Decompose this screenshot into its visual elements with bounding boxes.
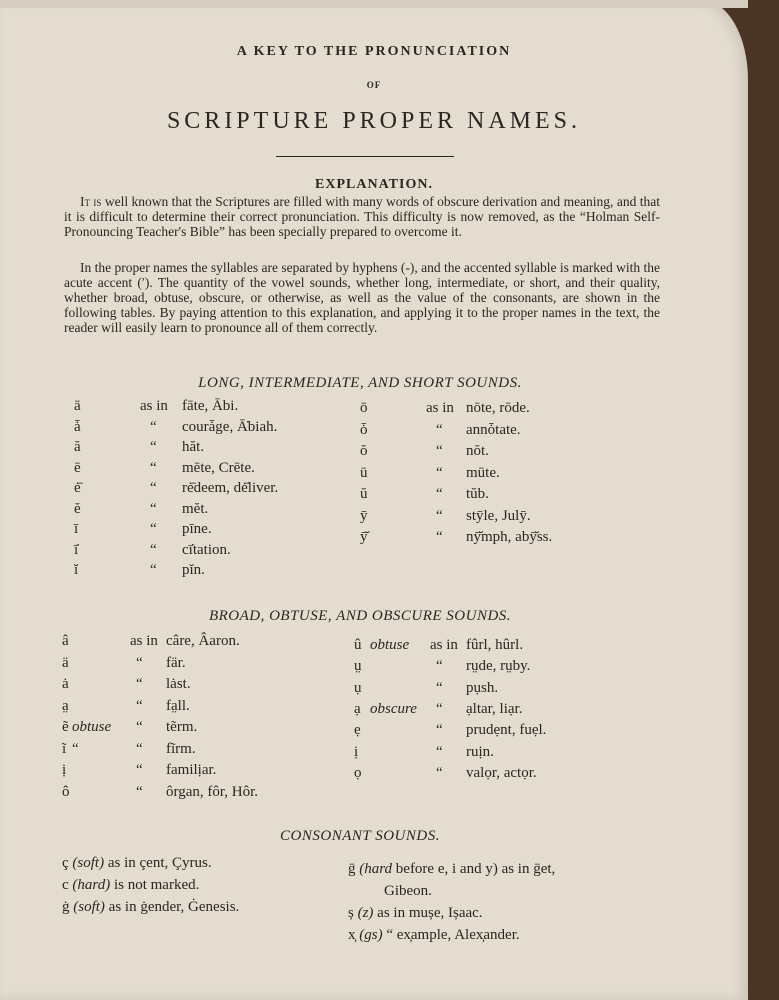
sound-symbol: ẹ (354, 722, 361, 739)
sound-lead: “ (436, 529, 443, 545)
sound-example: valọr, actọr. (466, 764, 537, 781)
sound-lead: “ (136, 697, 143, 714)
sound-symbol: ė̄ (74, 480, 81, 496)
consonant-note: (hard (359, 861, 396, 877)
sound-example: fär. (166, 654, 186, 671)
sound-lead: “ (136, 740, 143, 757)
sound-symbol: ị (354, 743, 359, 760)
sound-lead: “ (150, 562, 157, 578)
paragraph-1-text: well known that the Scriptures are filled with many words of obscure derivation and meaning, and that it is difficult to determine their correct pronunciation. This difficulty is now removed, as the “Holman Self-Pronouncing Teacher's Bible” has been specially prepared to overcome it. (64, 194, 660, 239)
sound-symbol: ȧ (62, 676, 69, 692)
sound-symbol: ǡ (74, 418, 81, 435)
sound-example: annȱtate. (466, 421, 521, 438)
sound-lead: as in (430, 637, 458, 653)
explanation-paragraph-1 (64, 194, 660, 239)
sound-lead: “ (150, 480, 157, 496)
sound-example: pụsh. (466, 679, 499, 696)
sound-example: cī̇tation. (182, 541, 231, 558)
consonant-symbol: x̦ (348, 927, 360, 943)
sound-symbol: a̤ (62, 697, 69, 714)
sound-symbol: ȳ (360, 507, 368, 524)
sound-example: fa̤ll. (166, 697, 190, 714)
consonant-row (348, 904, 483, 922)
consonant-note: (gs) (359, 927, 387, 943)
consonant-row (62, 876, 199, 894)
sound-example: nōte, rōde. (466, 400, 530, 416)
sound-symbol: ẽ (62, 719, 69, 735)
consonant-symbol: ġ (62, 899, 74, 915)
sound-lead: “ (150, 439, 157, 455)
sound-lead: “ (436, 722, 443, 739)
consonant-text: as in ġender, Ġenesis. (108, 899, 240, 915)
sound-note: obtuse (72, 719, 112, 735)
sound-symbol: ȳ̆ (360, 529, 368, 545)
consonant-note: (soft) (73, 899, 109, 915)
consonant-note: (soft) (72, 855, 108, 871)
sound-symbol: ā (74, 398, 81, 414)
consonant-row (348, 926, 520, 944)
sound-symbol: ä (62, 654, 69, 671)
page-top-shade (0, 0, 748, 8)
sound-symbol: ō (360, 400, 368, 416)
sound-symbol: ị (62, 762, 67, 778)
sound-example: prudẹnt, fuẹl. (466, 722, 547, 739)
sound-lead: “ (436, 464, 443, 481)
consonant-text: “ ex̦ample, Alex̦ander. (386, 927, 520, 943)
sound-symbol: ī (74, 521, 79, 537)
consonant-symbol: c (62, 877, 73, 893)
explanation-heading: EXPLANATION. (315, 177, 433, 192)
sound-example: câre, Âaron. (166, 633, 240, 649)
sound-example: fāte, Ābi. (182, 398, 239, 414)
sound-symbol: ụ (354, 679, 362, 696)
sound-example: lȧst. (166, 676, 191, 692)
sound-lead: “ (436, 700, 443, 717)
sound-lead: as in (130, 633, 158, 649)
sound-lead: “ (436, 764, 443, 781)
sound-symbol: ȱ (360, 421, 368, 438)
sound-lead: as in (426, 400, 454, 416)
sound-lead: as in (140, 398, 168, 414)
consonant-note: (z) (357, 905, 378, 921)
sound-symbol: û (354, 637, 362, 653)
sound-symbol: ŭ (360, 486, 368, 502)
paragraph-lead: It is (80, 194, 102, 209)
page-title: SCRIPTURE PROPER NAMES. (166, 108, 582, 134)
sound-lead: “ (436, 421, 443, 438)
sound-example: ruịn. (466, 743, 494, 760)
sound-symbol: ŏ (360, 443, 368, 459)
consonant-sounds-heading: CONSONANT SOUNDS. (280, 828, 440, 844)
sound-lead: “ (150, 500, 157, 517)
sound-lead: “ (136, 654, 143, 671)
sound-lead: “ (436, 507, 443, 524)
sound-lead: “ (136, 783, 143, 800)
sound-example: nȳ̆mph, abȳ̆ss. (466, 529, 553, 545)
sound-example: tŭb. (466, 486, 489, 502)
consonant-symbol: ș (348, 905, 358, 921)
sound-symbol: ĩ (62, 740, 67, 757)
sound-symbol: ē (74, 459, 81, 476)
sound-note: “ (72, 740, 79, 757)
sound-example: rṳde, rṳby. (466, 658, 531, 675)
sound-example: stȳle, Julȳ. (466, 507, 531, 524)
sound-example: mĕt. (182, 500, 209, 517)
sound-example: mūte. (466, 464, 500, 481)
consonant-row (384, 882, 432, 900)
consonant-note: (hard) (72, 877, 114, 893)
sound-lead: “ (436, 743, 443, 760)
sound-example: courǡge, Ā̇biah. (182, 418, 278, 435)
sound-note: obtuse (370, 637, 410, 653)
heading-line1: A KEY TO THE PRONUNCIATION (236, 44, 512, 59)
broad-sounds-heading: BROAD, OBTUSE, AND OBSCURE SOUNDS. (208, 608, 512, 624)
sound-example: ạltar, liạr. (466, 700, 523, 717)
sound-symbol: ô (62, 783, 70, 800)
sound-example: tẽrm. (166, 719, 198, 735)
consonant-text: is not marked. (113, 877, 200, 893)
sound-symbol: ă (74, 439, 81, 455)
heading-line2: OF (366, 80, 382, 90)
sound-symbol: ạ (354, 700, 361, 717)
sound-symbol: ī̇ (74, 541, 79, 558)
consonant-row (62, 854, 212, 872)
consonant-row (348, 860, 555, 878)
sound-example: hăt. (182, 439, 205, 455)
sound-lead: “ (150, 418, 157, 435)
sound-lead: “ (136, 676, 143, 692)
consonant-text: before e, i and y) as in ḡet, (395, 861, 556, 877)
consonant-symbol: ç (62, 855, 73, 871)
consonant-text: as in mușe, Ișaac. (377, 905, 483, 921)
sound-symbol: ọ (354, 764, 362, 781)
sound-example: pĭn. (182, 562, 205, 578)
sound-symbol: ĭ (74, 562, 79, 578)
sound-symbol: ṳ (354, 658, 362, 675)
sound-note: obscure (370, 700, 417, 717)
consonant-row (62, 898, 239, 916)
sound-lead: “ (436, 658, 443, 675)
sound-lead: “ (150, 541, 157, 558)
sound-example: fĩrm. (166, 740, 196, 757)
consonant-text: as in çent, Çyrus. (107, 855, 212, 871)
sound-lead: “ (436, 486, 443, 502)
sound-symbol: ĕ (74, 500, 81, 517)
sound-example: mēte, Crēte. (182, 459, 255, 476)
sound-lead: “ (150, 459, 157, 476)
sound-lead: “ (150, 521, 157, 537)
sound-example: fûrl, hûrl. (466, 637, 524, 653)
explanation-paragraph-2: In the proper names the syllables are separated by hyphens (-), and the accented syllable is marked with the acute accent (′). The quantity of the vowel sounds, whether long, intermediate, or short, and their quality, whether broad, obtuse, obscure, or otherwise, as well as the value of the consonants, are shown in the following tables. By paying attention to this explanation, and applying it to the proper names in the text, the reader will easily learn to pronounce all of them correctly. (64, 260, 660, 335)
sound-example: ôrgan, fôr, Hôr. (166, 783, 259, 800)
sound-symbol: ū (360, 464, 368, 481)
sound-example: nŏt. (466, 443, 489, 459)
sound-example: pīne. (182, 521, 212, 537)
sound-lead: “ (436, 443, 443, 459)
sound-lead: “ (136, 762, 143, 778)
consonant-text: Gibeon. (384, 883, 432, 899)
sound-example: familịar. (166, 762, 217, 778)
consonant-symbol: ḡ (348, 861, 360, 877)
sound-lead: “ (136, 719, 143, 735)
sound-symbol: â (62, 633, 69, 649)
long-sounds-heading: LONG, INTERMEDIATE, AND SHORT SOUNDS. (198, 375, 522, 391)
sound-lead: “ (436, 679, 443, 696)
title-rule (276, 156, 454, 157)
sound-example: rė̄deem, dė̄liver. (182, 480, 279, 496)
